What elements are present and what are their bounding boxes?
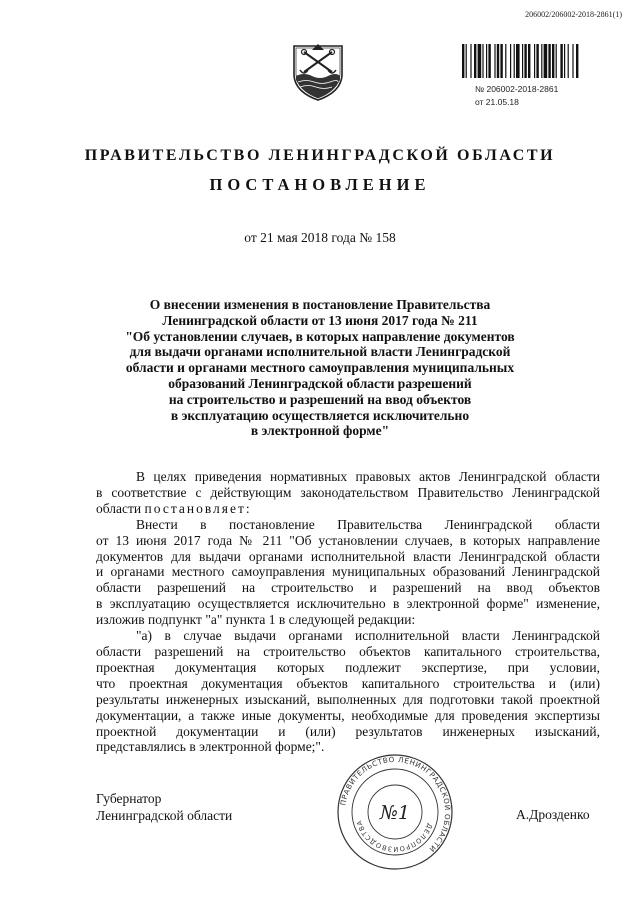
subject-line: в эксплуатацию осуществляется исключительно xyxy=(170,407,470,423)
body-line: документов для выдачи органами исполнительной власти Ленинградской области xyxy=(96,548,600,564)
body-text: области xyxy=(96,500,142,516)
barcode-bar xyxy=(552,44,554,78)
document-subject xyxy=(0,297,640,439)
signatory-title-line: Губернатор xyxy=(96,791,162,806)
body-line: проектная документация которых подлежит экспертизе, при условии, xyxy=(96,659,600,675)
subject-line: в электронной форме" xyxy=(250,423,390,439)
document-body xyxy=(96,469,600,755)
barcode-bar xyxy=(568,44,569,78)
barcode-bar xyxy=(505,44,506,78)
barcode-bar xyxy=(541,44,542,78)
subject-line: образований Ленинградской области разрешений xyxy=(168,375,472,391)
government-title: ПРАВИТЕЛЬСТВО ЛЕНИНГРАДСКОЙ ОБЛАСТИ xyxy=(84,147,556,164)
subject-line: О внесении изменения в постановление Правительства xyxy=(149,297,491,312)
subject-line: для выдачи органами исполнительной власти Ленинградской xyxy=(129,344,511,360)
body-line: в эксплуатацию осуществляется исключительно в электронной форме" изменение, xyxy=(96,596,600,612)
barcode-bar xyxy=(576,44,578,78)
barcode-bar xyxy=(478,44,482,78)
signatory-title xyxy=(96,790,232,824)
barcode-bar xyxy=(564,44,565,78)
body-line: и органами местного самоуправления муниципальных образований Ленинградской xyxy=(96,564,600,580)
body-line: Внести в постановление Правительства Ленинградской области xyxy=(136,516,600,532)
barcode-bar xyxy=(488,44,490,78)
barcode-bar xyxy=(536,44,538,78)
registration-date: от 21.05.18 xyxy=(475,97,519,107)
barcode-bar xyxy=(528,44,530,78)
document-id: 206002/206002-2018-2861(1) xyxy=(525,10,622,19)
official-seal xyxy=(335,752,455,872)
document-type: ПОСТАНОВЛЕНИЕ xyxy=(209,175,431,194)
seal-ring-text: ПРАВИТЕЛЬСТВО ЛЕНИНГРАДСКОЙ ОБЛАСТИ xyxy=(338,754,453,855)
barcode-bar xyxy=(572,44,573,78)
barcode-bar xyxy=(514,44,515,78)
body-line: изложив подпункт "а" пункта 1 в следующей редакции: xyxy=(96,612,416,628)
barcode-bar xyxy=(560,44,562,78)
barcode-bar xyxy=(466,44,467,78)
body-line: "а) в случае выдачи органами исполнительной власти Ленинградской xyxy=(136,628,600,644)
barcode xyxy=(462,44,610,78)
barcode-bar xyxy=(516,44,520,78)
barcode-bar xyxy=(462,44,464,78)
subject-line: области и органами местного самоуправления муниципальных xyxy=(125,360,515,376)
body-line: представлялись в электронной форме;". xyxy=(96,739,325,755)
barcode-bar xyxy=(510,44,511,78)
body-line: в соответствие с действующим законодательством Правительство Ленинградской xyxy=(96,484,600,500)
registration-number: № 206002-2018-2861 xyxy=(475,84,559,94)
seal-inner-text: ДЕЛОПРОИЗВОДСТВА xyxy=(354,818,434,854)
resolves-word: постановляет: xyxy=(144,500,252,516)
barcode-bar xyxy=(522,44,523,78)
body-line: области разрешений на строительство объектов капитального строительства, xyxy=(96,643,600,659)
subject-line: Ленинградской области от 13 июня 2017 года № 211 xyxy=(162,312,478,328)
barcode-bar xyxy=(544,44,548,78)
barcode-bar xyxy=(486,44,487,78)
body-line: проектной документации и (или) результатов инженерных изысканий, xyxy=(96,723,600,739)
barcode-bar xyxy=(548,44,550,78)
body-line: от 13 июня 2017 года № 211 "Об установлении случаев, в которых направление xyxy=(96,532,600,548)
body-line: области разрешений на строительство и разрешений на ввод объектов xyxy=(96,580,600,596)
signatory-name: А.Дрозденко xyxy=(516,807,590,822)
body-line: документации, а также иные документы, необходимые для проведения экспертизы xyxy=(96,707,600,723)
document-date-number: от 21 мая 2018 года № 158 xyxy=(244,230,396,245)
signatory-title-line: Ленинградской области xyxy=(96,808,233,823)
barcode-bar xyxy=(474,44,476,78)
coat-of-arms-icon xyxy=(290,40,346,102)
barcode-bar xyxy=(470,44,471,78)
barcode-bar xyxy=(524,44,526,78)
seal-number: №1 xyxy=(379,802,411,824)
barcode-bar xyxy=(534,44,535,78)
body-line xyxy=(96,501,600,517)
barcode-bar xyxy=(556,44,557,78)
body-line: В целях приведения нормативных правовых актов Ленинградской области xyxy=(136,469,600,484)
barcode-bar xyxy=(497,44,499,78)
barcode-bar xyxy=(482,44,483,78)
body-line: результаты инженерных изысканий, выполненных для подготовки такой проектной xyxy=(96,691,600,707)
subject-line: на строительство и разрешений на ввод объектов xyxy=(168,391,472,407)
barcode-bar xyxy=(500,44,502,78)
subject-line: "Об установлении случаев, в которых направление документов xyxy=(125,328,515,344)
body-line: что проектная документация объектов капитального строительства и (или) xyxy=(96,675,600,691)
barcode-bar xyxy=(494,44,495,78)
